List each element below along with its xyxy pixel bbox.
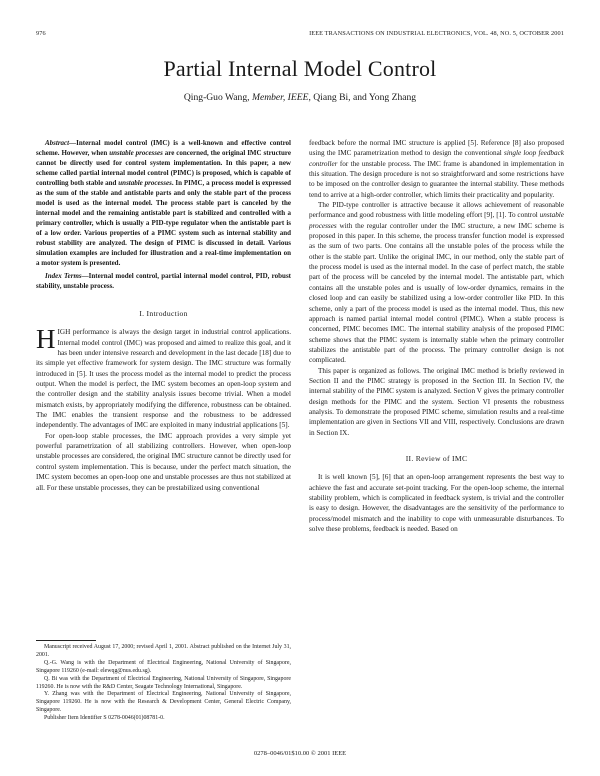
footnote-author-bi: Q. Bi was with the Department of Electrical Engineering, National University of Singapore, Singapore 119260. He is now with the R&D Center, Seagate Technology International, Singapore. <box>36 675 291 690</box>
right-column <box>309 138 564 534</box>
abstract-text-2: are concerned, the original IMC structure cannot be directly used for control system implementation. In this paper, a new scheme called partial internal model control (PIMC) is proposed, which is capable of controlling both stable and <box>36 149 291 187</box>
footnote-rule <box>36 640 96 641</box>
abstract-text-3: . In PIMC, a process model is expressed as the sum of the stable and antistable parts and only the stable part of the process model is used as the internal model. The process stable part is canceled by the internal model and the remaining antistable part is stabilized and controlled with a primary controller, which is usually a PID-type regulator when the antistable part is of a low order. Various properties of a PIMC system such as internal stability and robust stability are analyzed. The design of PIMC is discussed in detail. Various simulation examples are included for illustration and a real-time implementation on a motor system is presented. <box>36 179 291 267</box>
intro-text-1: IGH performance is always the design target in industrial control applications. Internal model control (IMC) was proposed and aimed to realize this goal, and it has been under intensive research and development in the last decade [18] due to its simple yet effective framework for system design. The IMC structure was formally introduced in [5]. It uses the process model as the internal model to predict the process output. When the model is perfect, the IMC system becomes an open-loop system and the controller design and the stability analysis issues become trivial. When a model mismatch exists, by appropriately modifying the difference, robustness can be obtained. The IMC enables the transient response and the robustness to be addressed independently. The advantages of IMC are exploited in many industrial applications [5]. <box>36 328 291 430</box>
abstract-emph-2: unstable processes <box>118 179 172 187</box>
footnote-author-wang: Q.-G. Wang is with the Department of Electrical Engineering, National University of Singapore, Singapore 119260 (e-mail: elewqg@nus.edu.sg). <box>36 659 291 674</box>
author-membership: Member, IEEE <box>251 92 309 103</box>
intro-paragraph-1 <box>36 324 291 430</box>
index-terms-label: Index Terms <box>45 272 82 280</box>
drop-cap: H <box>36 324 56 355</box>
right-text-1b: for the unstable process. The IMC frame is abandoned in implementation in this situation. The design procedure is not so straightforward and some restrictions have to be imposed on the controller design to guarantee the internal stability. These methods tend to arrive at a high-order controller, which limits their practicality and popularity. <box>309 159 564 199</box>
abstract-text-1: —Internal model control (IMC) is a well-known and effective control scheme. However, when <box>36 139 291 157</box>
right-emph-1: single loop feedback controller <box>309 149 564 168</box>
journal-header: IEEE TRANSACTIONS ON INDUSTRIAL ELECTRONICS, VOL. 48, NO. 5, OCTOBER 2001 <box>309 30 564 37</box>
index-terms <box>36 271 291 291</box>
section-heading-introduction: I. Introduction <box>139 309 188 318</box>
footnote-author-zhang: Y. Zhang was with the Department of Electrical Engineering, National University of Singapore, Singapore 119260. He is now with the Research & Development Center, General Electric Company, Singapore. <box>36 691 291 714</box>
paper-title: Partial Internal Model Control <box>163 56 437 81</box>
section-heading-review: II. Review of IMC <box>405 453 468 463</box>
footnote-manuscript: Manuscript received August 17, 2000; revised April 1, 2001. Abstract published on the Internet July 31, 2001. <box>36 644 291 658</box>
intro-paragraph-2: For open-loop stable processes, the IMC approach provides a very simple yet powerful parametrization of all stabilizing controllers. However, when open-loop unstable processes are considered, the original IMC structure cannot be directly used for control system implementation. This is because, under the perfect match situation, the IMC system becomes an open-loop one and unstable processes are thus not stabilized at all. For these unstable processes, they can be prestabilized using conventional <box>36 431 291 492</box>
right-emph-2: unstable processes <box>309 211 564 230</box>
right-text-2b: with the regular controller under the IMC structure, a new IMC scheme is proposed in this paper. In this scheme, the process transfer function model is expressed as the sum of two parts. One contains all the unstable poles of the process while the other is the stable part. Unlike the original IMC, in our method, only the stable part of the process model is used as the internal model. In the case of perfect match, the stable part of the process will be canceled by the internal model. The antistable part, which contains all the unstable poles and is usually of low-order dynamics, remains in the closed loop and can easily be stabilized using a low-order controller like PID. In this scheme, only a part of the process model is used as the internal model. Thus, this new approach is named partial internal model control (PIMC). When a stable process is concerned, PIMC becomes IMC. The internal stability analysis of the proposed PIMC scheme shows that the PIMC system is internally stable when the primary controller stabilizes the antistable part of the process. The primary controller design is not complicated. <box>309 221 564 365</box>
right-paragraph-1 <box>309 138 564 200</box>
abstract-label: Abstract <box>45 139 70 147</box>
review-paragraph-1: It is well known [5], [6] that an open-loop arrangement represents the best way to achieve the fast and accurate set-point tracking. For the open-loop scheme, the internal stability problem, which is complicated in feedback system, is trivial and the controller is easy to design. However, the disadvantages are the sensitivity of the performance to process/model mismatch and the inability to cope with unmeasurable disturbances. To solve these problems, feedback is needed. Based on <box>309 473 564 534</box>
footnotes <box>36 644 291 723</box>
right-text-1a: feedback before the normal IMC structure is applied [5]. Reference [8] also proposed using the IMC parametrization method to design the conventional <box>309 139 564 158</box>
left-column <box>36 138 291 493</box>
right-paragraph-3: This paper is organized as follows. The original IMC method is briefly reviewed in Section II and the PIMC strategy is proposed in the Section III. In Section IV, the internal stability of the PIMC system is analyzed. Section V gives the primary controller design methods for the PIMC and the system. Section VI presents the robustness analysis. To demonstrate the proposed PIMC scheme, simulation results and a real-time implementation are given in Sections VII and VIII, respectively. Conclusions are drawn in Section IX. <box>309 366 564 437</box>
footnote-publisher-id: Publisher Item Identifier S 0278-0046(01)08781-0. <box>44 715 165 722</box>
author-line <box>0 92 600 103</box>
abstract <box>36 138 291 268</box>
index-terms-text: —Internal model control, partial internal model control, PID, robust stability, unstable process. <box>36 272 291 290</box>
author-names-1: Qing-Guo Wang, <box>183 92 252 103</box>
abstract-emph-1: unstable processes <box>109 149 163 157</box>
author-names-2: , Qiang Bi, and Yong Zhang <box>308 92 417 103</box>
right-paragraph-2 <box>309 200 564 366</box>
copyright-footer: 0278–0046/01$10.00 © 2001 IEEE <box>253 750 347 757</box>
right-text-2a: The PID-type controller is attractive because it allows achievement of reasonable performance and good robustness with little modeling effort [9], [1]. To control <box>309 201 564 220</box>
page-number: 976 <box>36 30 46 37</box>
